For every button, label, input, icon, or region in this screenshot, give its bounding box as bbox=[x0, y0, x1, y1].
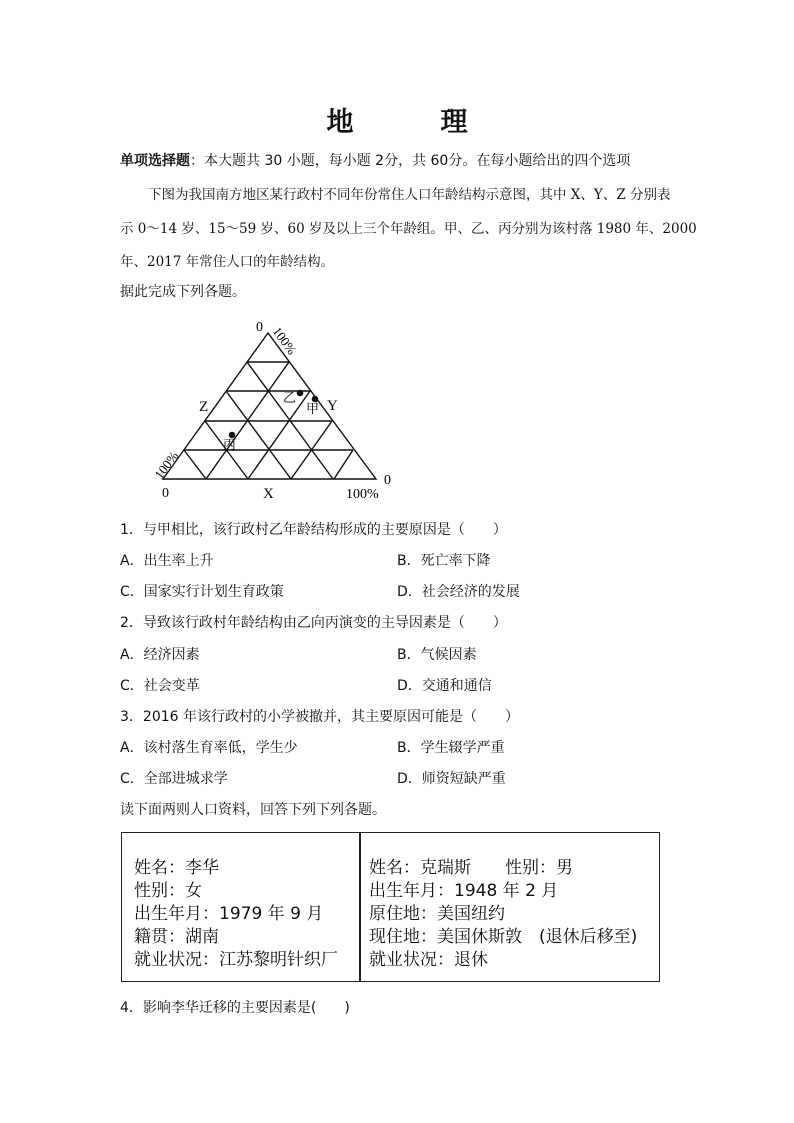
page-title: 地 理 bbox=[326, 107, 498, 138]
question-2-option-d[interactable]: D．交通和通信 bbox=[397, 678, 492, 694]
question-3-stem: 3．2016 年该行政村的小学被撤并，其主要原因可能是（ ） bbox=[120, 709, 519, 725]
bottom-100-label: 100% bbox=[346, 487, 379, 502]
chris-employment: 就业状况：退休 bbox=[369, 950, 488, 970]
section-text: ：本大题共 30 小题，每小题 2分，共 60分。在每小题给出的四个选项 bbox=[190, 153, 631, 169]
ternary-age-diagram bbox=[140, 310, 410, 510]
question-4-stem: 4．影响李华迁移的主要因素是( ) bbox=[120, 1000, 350, 1016]
chris-birth: 出生年月：1948 年 2 月 bbox=[369, 881, 559, 901]
intro-line-4: 据此完成下列各题。 bbox=[120, 284, 246, 300]
left-100-label: 100% bbox=[151, 448, 182, 482]
triangle-outline bbox=[163, 333, 376, 479]
question-1-option-d[interactable]: D．社会经济的发展 bbox=[397, 584, 520, 600]
question-1-stem: 1．与甲相比，该行政村乙年龄结构形成的主要原因是（ ） bbox=[120, 522, 507, 538]
reading-prompt: 读下面两则人口资料，回答下列下列各题。 bbox=[120, 802, 386, 818]
point-yi-dot bbox=[297, 390, 304, 397]
lihua-birth: 出生年月：1979 年 9 月 bbox=[134, 904, 324, 924]
question-2-option-c[interactable]: C．社会变革 bbox=[120, 678, 200, 694]
chris-current: 现住地：美国休斯敦 (退休后移至) bbox=[369, 927, 638, 947]
question-2-option-a[interactable]: A．经济因素 bbox=[120, 647, 200, 663]
section-label: 单项选择题 bbox=[120, 153, 190, 169]
chris-origin: 原住地：美国纽约 bbox=[369, 904, 505, 924]
question-2-option-b[interactable]: B．气候因素 bbox=[397, 647, 477, 663]
top-100-label: 100% bbox=[269, 323, 300, 358]
lihua-gender: 性别：女 bbox=[134, 881, 202, 901]
chris-name-gender: 姓名：克瑞斯 性别：男 bbox=[369, 858, 573, 878]
question-1-option-a[interactable]: A．出生率上升 bbox=[120, 553, 214, 569]
question-1-option-c[interactable]: C．国家实行计划生育政策 bbox=[120, 584, 284, 600]
bottom-zero-label: 0 bbox=[162, 486, 169, 501]
question-2-stem: 2．导致该行政村年龄结构由乙向丙演变的主导因素是（ ） bbox=[120, 615, 507, 631]
question-3-option-b[interactable]: B．学生辍学严重 bbox=[397, 740, 505, 756]
person-card-lihua bbox=[121, 832, 361, 982]
lihua-hometown: 籍贯：湖南 bbox=[134, 927, 219, 947]
section-header bbox=[120, 150, 630, 170]
question-3-option-c[interactable]: C．全部进城求学 bbox=[120, 771, 228, 787]
point-jia-label: 甲 bbox=[306, 401, 320, 416]
z-axis-label: Z bbox=[199, 399, 209, 415]
intro-line-3: 年、2017 年常住人口的年龄结构。 bbox=[120, 254, 335, 270]
point-bing-label: 丙 bbox=[223, 437, 237, 452]
point-yi-label: 乙 bbox=[283, 390, 297, 405]
top-zero-label: 0 bbox=[256, 320, 263, 335]
question-1-option-b[interactable]: B．死亡率下降 bbox=[397, 553, 491, 569]
question-3-option-d[interactable]: D．师资短缺严重 bbox=[397, 771, 506, 787]
y-axis-label: Y bbox=[327, 398, 338, 414]
right-zero-label: 0 bbox=[384, 473, 391, 488]
lihua-employment: 就业状况：江苏黎明针织厂 bbox=[134, 950, 338, 970]
lihua-name: 姓名：李华 bbox=[134, 858, 219, 878]
intro-line-2: 示 0～14 岁、15～59 岁、60 岁及以上三个年龄组。甲、乙、丙分别为该村落 1980 年、2000 bbox=[120, 221, 697, 237]
x-axis-label: X bbox=[263, 486, 274, 502]
person-card-chris bbox=[359, 832, 660, 982]
intro-line-1: 下图为我国南方地区某行政村不同年份常住人口年龄结构示意图，其中 X、Y、Z 分别表 bbox=[148, 187, 671, 203]
question-3-option-a[interactable]: A．该村落生育率低，学生少 bbox=[120, 740, 298, 756]
